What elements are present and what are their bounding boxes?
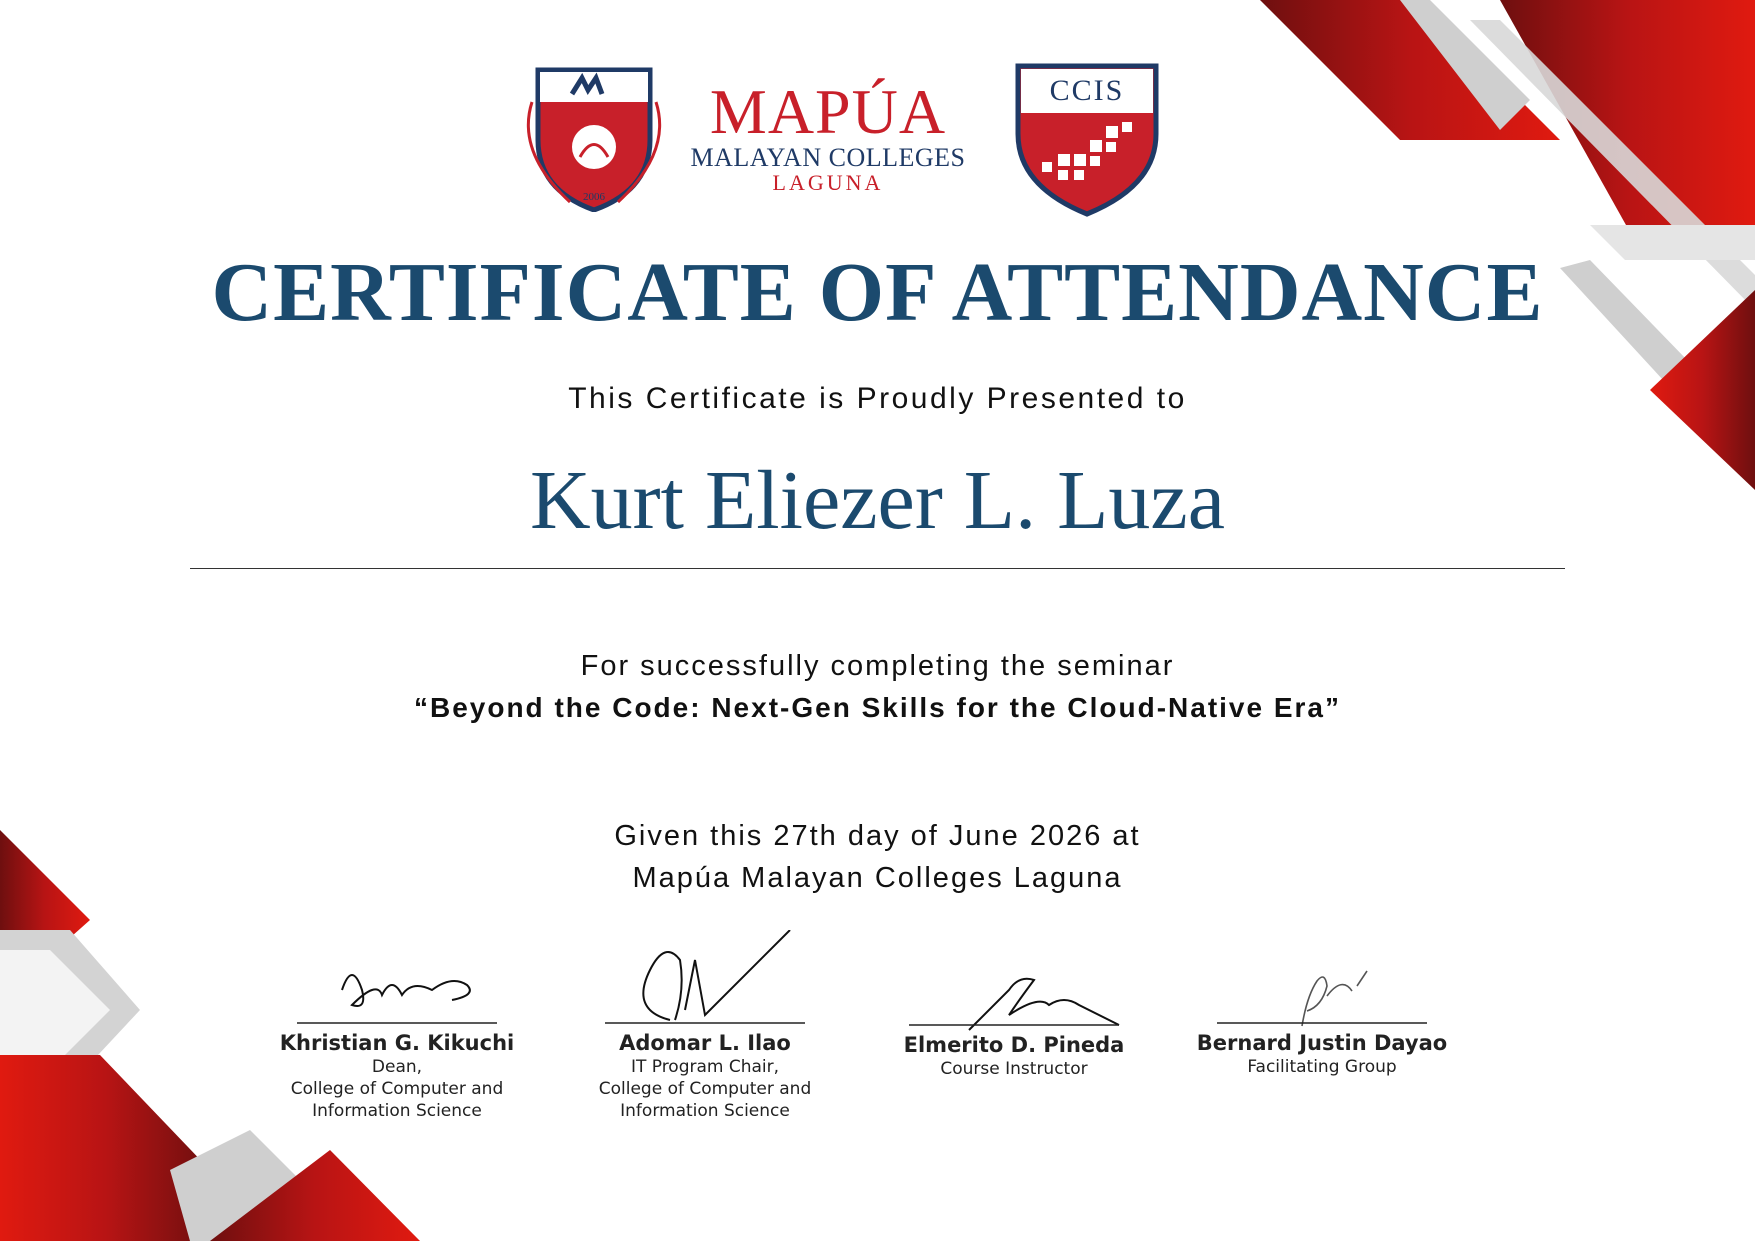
mapua-location: LAGUNA <box>772 170 884 195</box>
logo-area <box>510 62 1170 232</box>
signatory-role: Facilitating Group <box>1247 1057 1397 1077</box>
ccis-label: CCIS <box>1049 74 1125 107</box>
signature-2 <box>590 930 820 1030</box>
svg-text:2006: 2006 <box>583 191 605 203</box>
signatory-role: College of Computer and <box>598 1079 812 1099</box>
signatory-role: Information Science <box>620 1101 790 1121</box>
signatory-name: Adomar L. Ilao <box>619 1031 791 1055</box>
signatory-name: Elmerito D. Pineda <box>903 1033 1125 1057</box>
signature-4 <box>1207 966 1437 1030</box>
seminar-title: “Beyond the Code: Next-Gen Skills for the Cloud-Native Era” <box>413 692 1341 723</box>
signatory-3 <box>864 970 1164 1080</box>
presented-text: This Certificate is Proudly Presented to <box>568 382 1187 415</box>
signatory-role: College of Computer and <box>290 1079 504 1099</box>
signatory-role: Information Science <box>312 1101 482 1121</box>
signature-1 <box>282 950 512 1030</box>
recipient-name: Kurt Eliezer L. Luza <box>530 454 1225 547</box>
signatory-name: Bernard Justin Dayao <box>1196 1031 1448 1055</box>
signatory-role: IT Program Chair, <box>630 1057 780 1077</box>
mapua-subtitle: MALAYAN COLLEGES <box>690 143 966 172</box>
mapua-wordmark <box>688 76 968 195</box>
signatory-role: Dean, <box>371 1057 423 1077</box>
signatory-name: Khristian G. Kikuchi <box>279 1031 515 1055</box>
certificate-title: CERTIFICATE OF ATTENDANCE <box>211 246 1544 339</box>
signatory-1 <box>247 950 547 1122</box>
name-underline <box>190 568 1565 569</box>
given-line-1: Given this 27th day of June 2026 at <box>614 820 1141 852</box>
signatory-4 <box>1172 966 1472 1078</box>
mapua-seal-icon <box>510 62 675 212</box>
completion-text: For successfully completing the seminar <box>580 650 1175 682</box>
given-date-location <box>0 815 1755 899</box>
signatory-role: Course Instructor <box>940 1059 1088 1079</box>
signatory-2 <box>555 930 855 1122</box>
given-line-2: Mapúa Malayan Colleges Laguna <box>632 862 1123 894</box>
mapua-word: MAPÚA <box>709 76 947 147</box>
signature-3 <box>899 970 1129 1032</box>
